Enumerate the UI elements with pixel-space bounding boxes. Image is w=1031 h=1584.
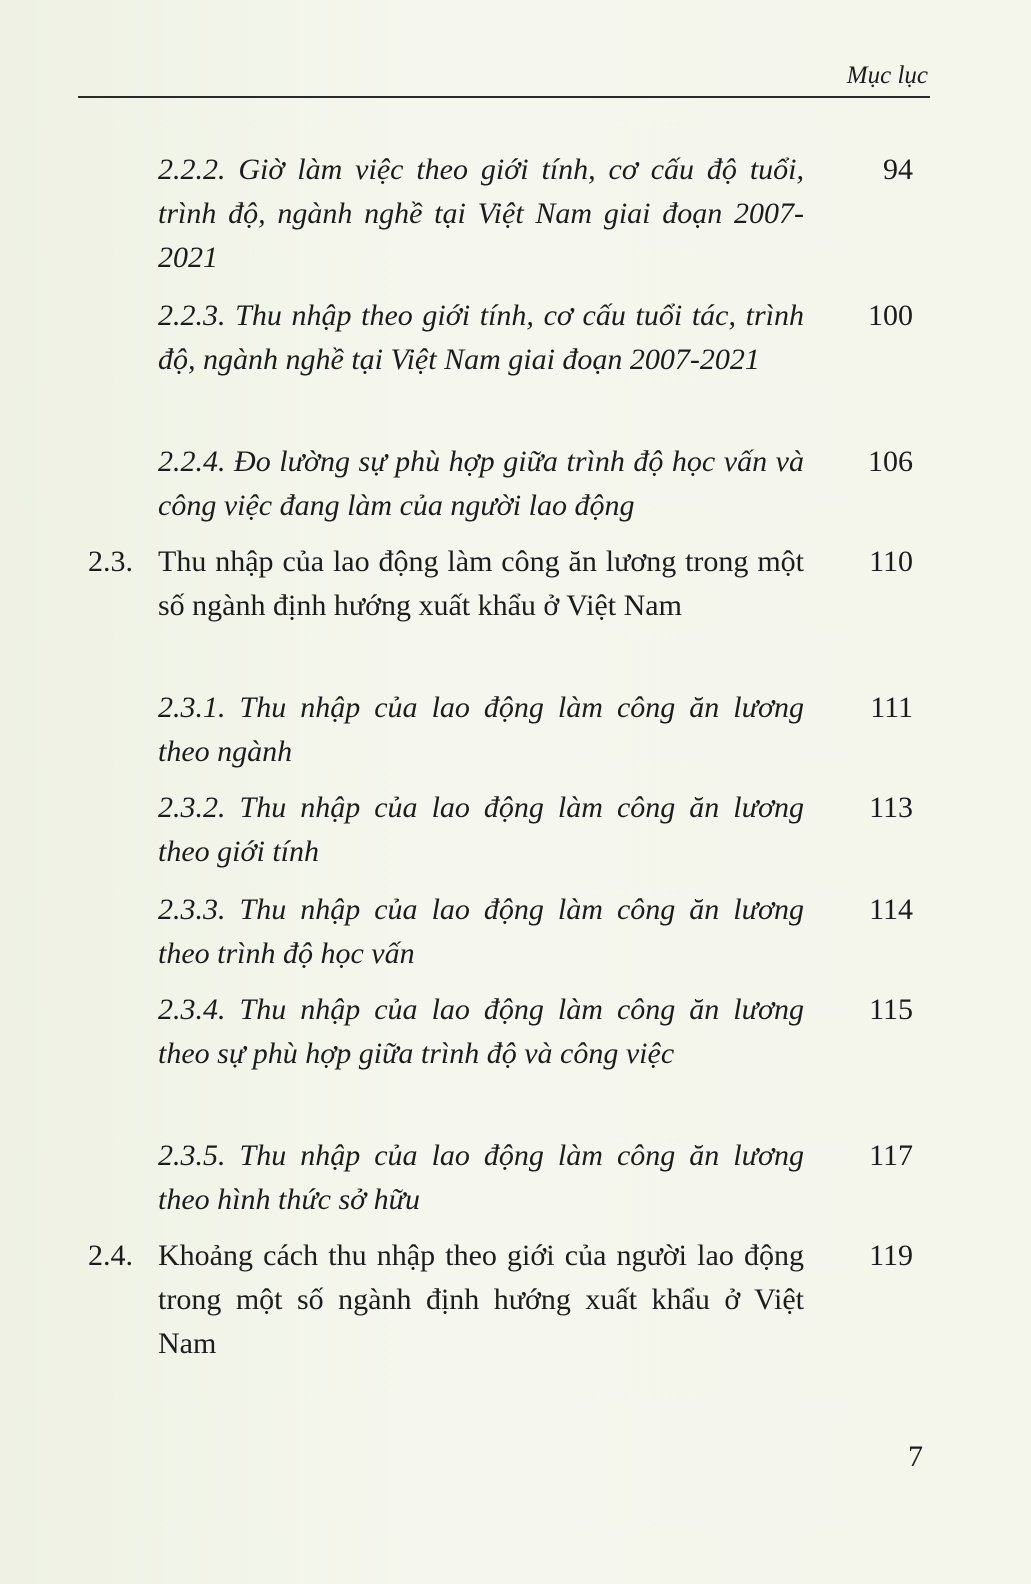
toc-entry-text: 2.3.3. Thu nhập của lao động làm công ăn lương theo trình độ học vấn [158, 893, 804, 970]
toc-entry [158, 786, 804, 874]
toc-entry [158, 888, 804, 976]
toc-page-number: 110 [869, 545, 913, 578]
toc-section-number: 2.3. [88, 545, 133, 578]
page-number: 7 [908, 1440, 923, 1473]
toc-page-number: 111 [870, 691, 913, 724]
toc-entry [158, 440, 804, 528]
toc-page-number: 100 [868, 299, 913, 332]
running-header [78, 56, 930, 98]
toc-entry-text: Khoảng cách thu nhập theo giới của người lao động trong một số ngành định hướng xuất khẩu ở Việt Nam [158, 1239, 804, 1360]
toc-page-number: 114 [869, 893, 913, 926]
toc-entry [158, 686, 804, 774]
toc-page-number: 94 [883, 153, 913, 186]
toc-page-number: 115 [869, 993, 913, 1026]
header-title: Mục lục [846, 62, 928, 89]
toc-entry-text: 2.3.5. Thu nhập của lao động làm công ăn lương theo hình thức sở hữu [158, 1139, 804, 1216]
toc-entry-text: 2.2.4. Đo lường sự phù hợp giữa trình độ học vấn và công việc đang làm của người lao động [158, 445, 804, 522]
toc-entry [158, 988, 804, 1076]
toc-entry-text: 2.2.2. Giờ làm việc theo giới tính, cơ cấu độ tuổi, trình độ, ngành nghề tại Việt Nam giai đoạn 2007-2021 [158, 153, 804, 274]
toc-page-number: 117 [869, 1139, 913, 1172]
toc-entry [158, 148, 804, 280]
toc-entry [158, 1134, 804, 1222]
toc-entry [158, 1234, 804, 1366]
toc-entry-text: 2.3.2. Thu nhập của lao động làm công ăn lương theo giới tính [158, 791, 804, 868]
toc-entry-text: Thu nhập của lao động làm công ăn lương trong một số ngành định hướng xuất khẩu ở Việt Nam [158, 545, 804, 622]
toc-page-number: 119 [869, 1239, 913, 1272]
toc-section-number: 2.4. [88, 1239, 133, 1272]
toc-entry [158, 294, 804, 382]
toc-page-number: 106 [868, 445, 913, 478]
toc-entry-text: 2.3.1. Thu nhập của lao động làm công ăn lương theo ngành [158, 691, 804, 768]
toc-entry-text: 2.2.3. Thu nhập theo giới tính, cơ cấu tuổi tác, trình độ, ngành nghề tại Việt Nam giai đoạn 2007-2021 [158, 299, 804, 376]
toc-page-number: 113 [869, 791, 913, 824]
toc-entry-text: 2.3.4. Thu nhập của lao động làm công ăn lương theo sự phù hợp giữa trình độ và công việc [158, 993, 804, 1070]
toc-entry [158, 540, 804, 628]
